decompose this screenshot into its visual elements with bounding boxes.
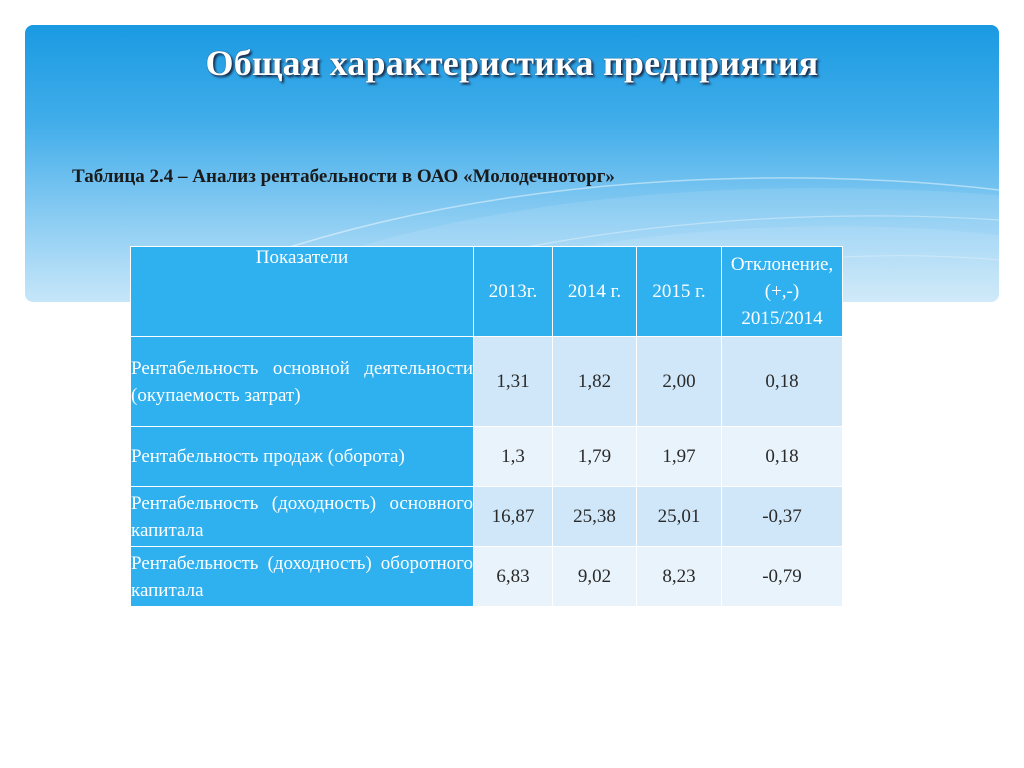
cell-2013: 1,31 — [474, 337, 553, 427]
cell-2013: 1,3 — [474, 427, 553, 487]
header-2015: 2015 г. — [637, 247, 722, 337]
table-caption: Таблица 2.4 – Анализ рентабельности в ОАО «Молодечноторг» — [72, 166, 615, 187]
cell-deviation: -0,79 — [722, 547, 843, 607]
cell-2015: 8,23 — [637, 547, 722, 607]
cell-2014: 1,79 — [553, 427, 637, 487]
cell-deviation: 0,18 — [722, 337, 843, 427]
cell-2015: 2,00 — [637, 337, 722, 427]
table-row — [131, 337, 843, 427]
header-indicators: Показатели — [131, 247, 474, 337]
row-label: Рентабельность (доходность) основного капитала — [131, 487, 474, 547]
cell-2013: 6,83 — [474, 547, 553, 607]
header-2014: 2014 г. — [553, 247, 637, 337]
cell-deviation: 0,18 — [722, 427, 843, 487]
row-label: Рентабельность основной деятельности (окупаемость затрат) — [131, 337, 474, 427]
cell-deviation: -0,37 — [722, 487, 843, 547]
row-label: Рентабельность продаж (оборота) — [131, 427, 474, 487]
table-row — [131, 427, 843, 487]
table-row — [131, 547, 843, 607]
cell-2015: 25,01 — [637, 487, 722, 547]
header-deviation: Отклонение, (+,-) 2015/2014 — [722, 247, 843, 337]
row-label: Рентабельность (доходность) оборотного капитала — [131, 547, 474, 607]
cell-2015: 1,97 — [637, 427, 722, 487]
header-2013: 2013г. — [474, 247, 553, 337]
table-header-row — [131, 247, 843, 337]
slide-title: Общая характеристика предприятия — [205, 43, 819, 83]
table-row — [131, 487, 843, 547]
cell-2014: 1,82 — [553, 337, 637, 427]
cell-2013: 16,87 — [474, 487, 553, 547]
profitability-table — [130, 246, 843, 607]
cell-2014: 9,02 — [553, 547, 637, 607]
cell-2014: 25,38 — [553, 487, 637, 547]
